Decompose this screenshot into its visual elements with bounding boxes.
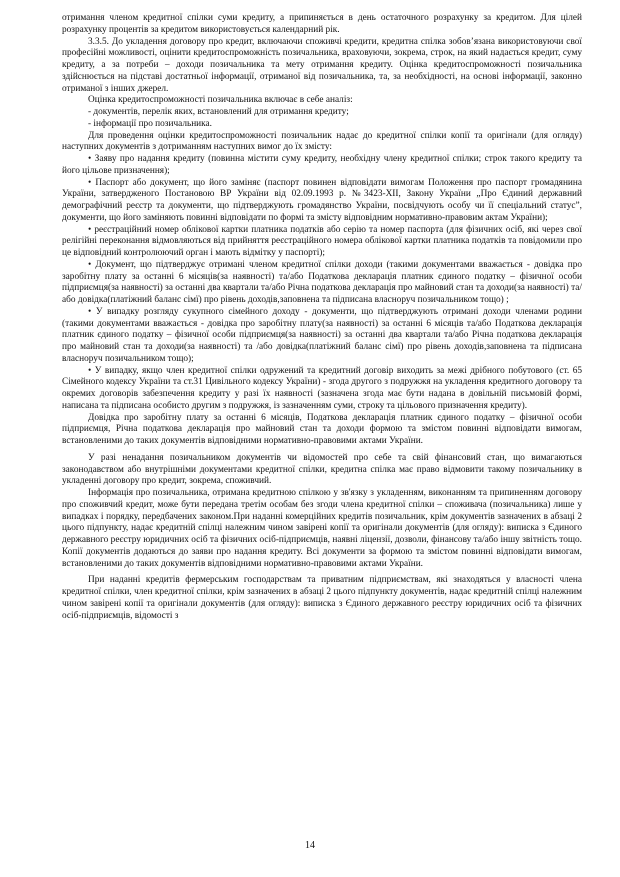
bullet-application: • Заяву про надання кредиту (повинна містити суму кредиту, необхідну члену кредитної спілки; строк такого кредиту та його цільове призначення); [62, 154, 582, 176]
list-item-information: - інформації про позичальника. [88, 118, 212, 129]
paragraph-continuation: отримання членом кредитної спілки суми кредиту, а припиняється в день остаточного розрахунку за кредитом. Для цілей розрахунку процентів за кредитом використовується календарний рік. [62, 13, 582, 35]
paragraph-documents-intro: Для проведення оцінки кредитоспроможності позичальник надає до кредитної спілки копії та оригінали (для огляду) наступних документів з дотриманням наступних вимог до їх змісту: [62, 130, 582, 153]
page-number: 14 [305, 840, 315, 851]
paragraph-refusal: У разі ненадання позичальником документів чи відомостей про себе та свій фінансовий стан, що вимагаються законодавством або внутрішніми документами кредитної спілки, кредитна спілка має право відмовити такому позичальнику в укладенні договору про кредит, зокрема, споживчий. [62, 452, 582, 487]
list-item-documents: - документів, перелік яких, встановлений для отримання кредиту; [88, 107, 349, 117]
paragraph-analysis-intro: Оцінка кредитоспроможності позичальника включає в себе аналіз: [88, 95, 353, 106]
bullet-spouse-consent: • У випадку, якщо член кредитної спілки одружений та кредитний договір виходить за межі дрібного побутового (ст. 65 Сімейного кодексу України та ст.31 Цивільного кодексу України) - згода другого з подружжя на укладення кредитного договору та окремих договорів забезпечення кредиту у разі їх наявності (зазначена згода має бути надана в довільній письмовій формі, написана та підписана особисто другим з подружжя, із зазначенням суми, строку та цільового призначення кредиту). [62, 365, 582, 411]
bullet-income-document: • Документ, що підтверджує отримані членом кредитної спілки доходи (такими документами вважається - довідка про заробітну плату за останні 6 місяців(за наявності) та/або Податкова декларація платник єдиного податку – фізичної особи підприємця(за наявності) за останні два квартали та/або Річна податкова декларація про майновий стан та доходи(за наявності) та/або довідка(платіжний баланс сімї) про рівень доходів,заповнена та підписана власноруч позичальником тощо) ; [62, 259, 582, 305]
bullet-passport: • Паспорт або документ, що його заміняє (паспорт повинен відповідати вимогам Положення про паспорт громадянина України, затвердженого Постановою ВР України від 02.09.1993 р. №3423-XII, Закону України „Про Єдиний державний демографічний реєстр та документи, що підтверджують громадянство України, посвідчують особу чи її спеціальний статус”, документи, що його заміняють повинні відповідати по формі та змісту відповідним нормативно-правовим актам України); [62, 177, 582, 223]
paragraph-farm-credits: При наданні кредитів фермерським господарствам та приватним підприємствам, які знаходяться у власності члена кредитної спілки, член кредитної спілки, крім зазначених в абзаці 2 цього підпункту документів, надає кредитній спілці належним чином завірені копії та оригінали документів (для огляду): виписка з Єдиного державного реєстру юридичних осіб та фізичних осіб-підприємців, відомості з [62, 575, 582, 621]
bullet-tax-number: • реєстраційний номер облікової картки платника податків або серію та номер паспорта (для фізичних осіб, які через свої релігійні переконання відмовляються від прийняття реєстраційного номера облікової картки платника податків та повідомили про це відповідний контролюючий орган і мають відмітку у паспорті); [62, 224, 582, 258]
paragraph-salary-certificate: Довідка про заробітну плату за останні 6 місяців, Податкова декларація платник єдиного податку – фізичної особи підприємця, Річна податкова декларація про майновий стан та доходи формою та змістом повинні відповідати вимогам, встановленими до таких документів відповідними нормативно-правовими актами України. [62, 412, 582, 446]
paragraph-3-3-5: 3.3.5. До укладення договору про кредит, включаючи споживчі кредити, кредитна спілка зобов’язана використовуючи свої професійні можливості, оцінити кредитоспроможність позичальника, враховуючи, зокрема, строк, на який надається кредит, суму кредиту, а за потреби – доходи позичальника та мету отримання кредиту. Оцінка кредитоспроможності позичальника здійснюється на підставі достатньої інформації, отриманої від позичальника, та, за необхідності, на основі інформації, законно отриманої з інших джерел. [62, 36, 582, 94]
paragraph-borrower-information: Інформація про позичальника, отримана кредитною спілкою у зв'язку з укладенням, виконанням та припиненням договору про споживчий кредит, може бути передана третім особам без згоди члена кредитної спілки – споживача (позичальника) лише у випадках і порядку, передбачених законом.При наданні комерційних кредитів позичальник, крім документів зазначених в абзаці 2 цього підпункту, надає кредитній спілці належним чином завірені копії та оригінали документів (для огляду): виписка з Єдиного державного реєстру юридичних осіб та фізичних осіб-підприємців, наявні ліцензії, дозволи, фінансову та/або іншу звітність тощо. Копії документів додаються до заяви про надання кредиту. Всі документи за формою та змістом повинні відповідати вимогам, встановленими до таких документів відповідними нормативно-правовими актами України. [62, 488, 582, 569]
bullet-family-income: • У випадку розгляду сукупного сімейного доходу - документи, що підтверджують отримані доходи членами родини (такими документами вважається - довідка про заробітну плату(за наявності) за останні 6 місяців та/або Податкова декларація платник єдиного податку – фізичної особи підприємця(за наявності) за останні два квартали та/або Річна податкова декларація про майновий стан та доходи(за наявності) та /або довідка(платіжний баланс сімї) про рівень доходів,заповнена та підписана власноруч позичальником тощо); [62, 306, 582, 364]
